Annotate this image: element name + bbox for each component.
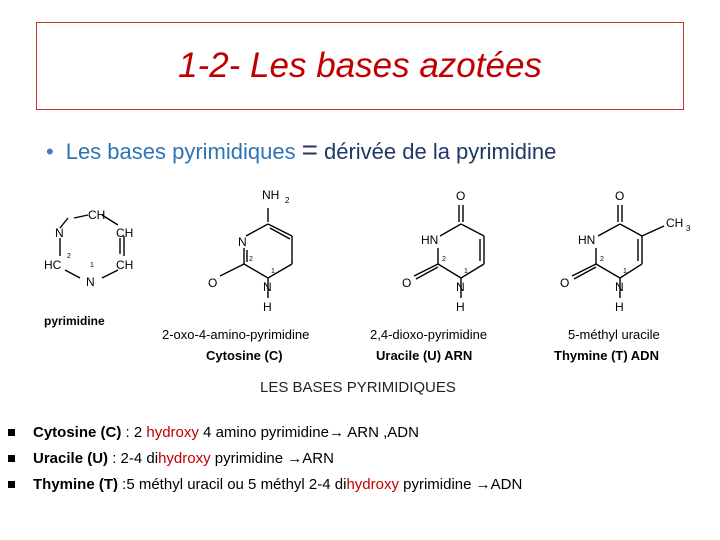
cytosine-atom-o: O	[208, 276, 218, 290]
uracile-atom-o: O	[402, 276, 412, 290]
thymine-iupac-name: 5-méthyl uracile	[568, 327, 660, 342]
pyrimidine-num-1: 1	[90, 262, 94, 269]
uracile-num-1: 1	[464, 268, 468, 275]
pyrimidine-atom-ch-top: CH	[88, 208, 106, 222]
cytosine-name: Cytosine (C)	[206, 348, 283, 363]
pyrimidine-name: pyrimidine	[44, 314, 105, 328]
thymine-num-1: 1	[623, 268, 627, 275]
note-highlight: hydroxy	[146, 424, 199, 441]
cytosine-atom-h: H	[263, 300, 272, 314]
thymine-name: Thymine (T) ADN	[554, 348, 659, 363]
structures-svg	[30, 178, 708, 400]
note-thymine	[8, 472, 708, 498]
note-bold: Cytosine (C)	[33, 424, 122, 441]
pyrimidine-atom-n-bot: N	[86, 275, 95, 289]
cytosine-num-1: 1	[271, 268, 275, 275]
note-bold: Thymine (T)	[33, 476, 118, 493]
note-post: pyrimidine →ARN	[210, 450, 334, 467]
note-highlight: hydroxy	[346, 476, 399, 493]
title-box	[36, 22, 684, 110]
uracile-atom-hn: HN	[421, 233, 439, 247]
square-bullet-icon	[8, 481, 15, 488]
note-pre: :5 méthyl uracil ou 5 méthyl 2-4 di	[118, 476, 347, 493]
note-post: 4 amino pyrimidine→ ARN ,ADN	[198, 424, 419, 441]
thymine-atom-o-top: O	[615, 189, 625, 203]
thymine-atom-o: O	[560, 276, 570, 290]
bullet-strong-text: Les bases pyrimidiques	[65, 139, 296, 164]
square-bullet-icon	[8, 429, 15, 436]
uracile-name: Uracile (U) ARN	[376, 348, 473, 363]
uracile-atom-o-top: O	[456, 189, 466, 203]
thymine-atom-n-bot: N	[615, 280, 624, 294]
note-bold: Uracile (U)	[33, 450, 109, 467]
thymine-num-2: 2	[600, 256, 604, 263]
cytosine-atom-n-bot: N	[263, 280, 272, 294]
thymine-atom-ch: CH	[666, 216, 684, 230]
slide-title: 1-2- Les bases azotées	[178, 46, 542, 85]
thymine-atom-hn: HN	[578, 233, 596, 247]
intro-bullet	[46, 134, 556, 166]
note-uracile	[8, 446, 708, 472]
pyrimidine-num-2: 2	[67, 253, 71, 260]
note-cytosine	[8, 420, 708, 446]
pyrimidine-atom-ch-right-bot: CH	[116, 258, 134, 272]
cytosine-iupac-name: 2-oxo-4-amino-pyrimidine	[162, 327, 310, 342]
cytosine-atom-n: N	[238, 235, 247, 249]
note-pre: : 2	[121, 424, 147, 441]
bullet-rest-text: dérivée de la pyrimidine	[323, 139, 557, 164]
uracile-num-2: 2	[442, 256, 446, 263]
pyrimidine-atom-ch-right-top: CH	[116, 226, 134, 240]
bullet-equals: =	[301, 134, 318, 165]
pyrimidine-bases-figure	[30, 178, 708, 400]
notes-list	[8, 420, 708, 498]
thymine-atom-ch-sub: 3	[686, 224, 691, 233]
uracile-atom-n-bot: N	[456, 280, 465, 294]
cytosine-num-2: 2	[249, 256, 253, 263]
figure-caption: LES BASES PYRIMIDIQUES	[260, 379, 456, 396]
note-pre: : 2-4 di	[108, 450, 159, 467]
cytosine-atom-nh: NH	[262, 188, 280, 202]
uracile-iupac-name: 2,4-dioxo-pyrimidine	[370, 327, 488, 342]
note-post: pyrimidine →ADN	[398, 476, 523, 493]
cytosine-atom-nh-sub: 2	[285, 196, 290, 205]
uracile-atom-h: H	[456, 300, 465, 314]
bullet-dot-icon: •	[46, 139, 54, 164]
square-bullet-icon	[8, 455, 15, 462]
pyrimidine-atom-n-left: N	[55, 226, 64, 240]
note-highlight: hydroxy	[158, 450, 211, 467]
pyrimidine-atom-hc: HC	[44, 258, 62, 272]
thymine-atom-h: H	[615, 300, 624, 314]
